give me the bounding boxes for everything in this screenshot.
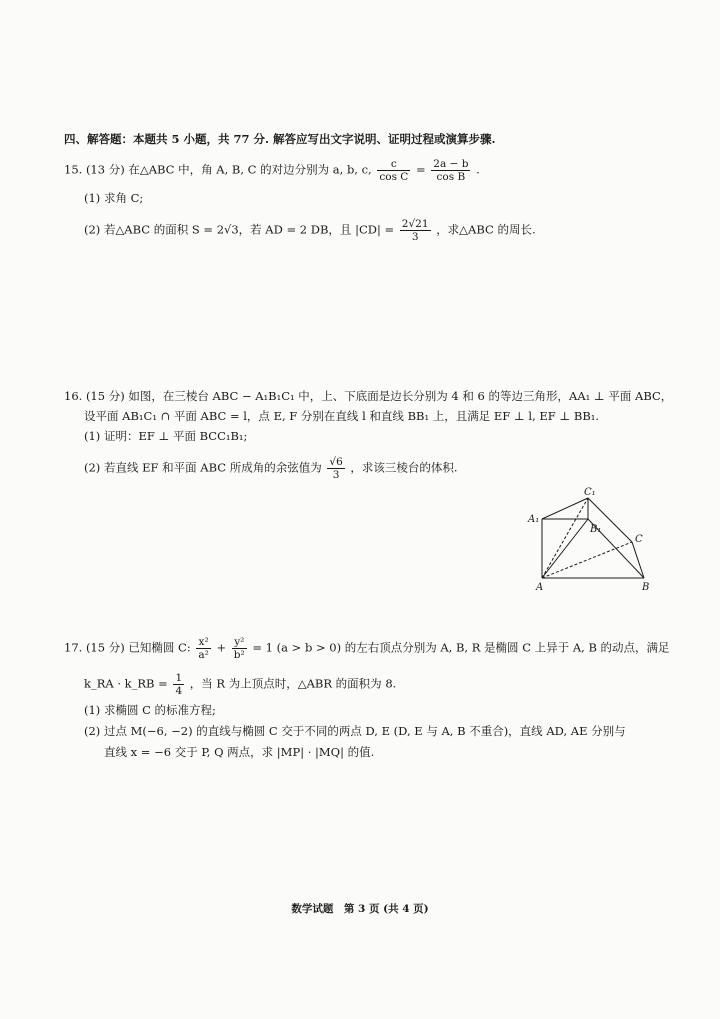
edge-BC — [632, 542, 644, 578]
q17-stem-rest: = 1 (a > b > 0) 的左右顶点分别为 A, B, R 是椭圆 C 上异于 A, B 的动点，满足 — [252, 640, 670, 655]
frac-numerator: c — [377, 158, 410, 171]
edge-A1C1 — [542, 498, 588, 519]
q16-stem-line2: 设平面 AB₁C₁ ∩ 平面 ABC = l，点 E, F 分别在直线 l 和直线 BB₁ 上，且满足 EF ⊥ l, EF ⊥ BB₁. — [84, 409, 600, 423]
plus-sign: + — [216, 640, 227, 655]
q17-condition-end: ，当 R 为上顶点时，△ABR 的面积为 8. — [189, 676, 397, 691]
label-A: A — [536, 582, 544, 593]
q16-fraction-sqrt6-over-3 — [327, 456, 344, 481]
frac-numerator: 2a − b — [433, 158, 469, 170]
frac-denominator: 3 — [411, 231, 419, 243]
q17-part2-line2: 直线 x = −6 交于 P, Q 两点，求 |MP| · |MQ| 的值. — [104, 745, 375, 759]
frac-numerator: x² — [196, 636, 210, 649]
q16-part2 — [84, 456, 458, 481]
label-C1: C₁ — [584, 487, 596, 498]
q17-fraction-1-over-4 — [173, 672, 184, 697]
frac-denominator: 3 — [332, 469, 340, 481]
q15-stem — [64, 158, 480, 183]
page-footer: 数学试题 第 3 页 (共 4 页) — [291, 903, 429, 915]
frac-numerator: √6 — [329, 456, 343, 468]
q15-fraction-c-over-cosC — [377, 158, 410, 183]
q16-part2-end: ，求该三棱台的体积. — [350, 460, 458, 475]
q17-fraction-x2-over-a2 — [196, 636, 210, 661]
frustum-figure — [526, 484, 656, 594]
q15-part2 — [84, 218, 536, 243]
frac-denominator: 4 — [175, 685, 183, 697]
q17-fraction-y2-over-b2 — [232, 636, 247, 661]
frac-numerator: 1 — [175, 672, 183, 684]
q16-part2-text: (2) 若直线 EF 和平面 ABC 所成角的余弦值为 — [84, 460, 322, 475]
frac-denominator: b² — [233, 649, 245, 661]
q17-stem-text: 17. (15 分) 已知椭圆 C: — [64, 640, 191, 655]
edge-CC1 — [588, 498, 632, 542]
q17-slope-condition — [84, 672, 396, 697]
q17-part1: (1) 求椭圆 C 的标准方程; — [84, 703, 216, 717]
section-header: 四、解答题：本题共 5 小题，共 77 分. 解答应写出文字说明、证明过程或演算步骤. — [64, 132, 496, 146]
label-B1: B₁ — [590, 524, 602, 535]
q16-part1: (1) 证明：EF ⊥ 平面 BCC₁B₁; — [84, 429, 248, 443]
q17-part2-line1: (2) 过点 M(−6, −2) 的直线与椭圆 C 交于不同的两点 D, E (D, E 与 A, B 不重合)，直线 AD, AE 分别与 — [84, 724, 626, 738]
q15-fraction-2a-b-over-cosB — [431, 158, 470, 183]
edge-AC1-hidden — [542, 498, 588, 578]
frac-denominator: a² — [198, 649, 209, 661]
q17-stem — [64, 636, 670, 661]
slope-product: k_RA · k_RB = — [84, 676, 168, 691]
q15-part1: (1) 求角 C; — [84, 191, 144, 205]
q16-stem-line1: 16. (15 分) 如图，在三棱台 ABC − A₁B₁C₁ 中，上、下底面是边长分别为 4 和 6 的等边三角形，AA₁ ⊥ 平面 ABC， — [64, 389, 673, 403]
frac-denominator: cos B — [436, 171, 466, 183]
label-A1: A₁ — [528, 514, 540, 525]
frac-denominator: cos C — [379, 171, 409, 183]
q15-stem-text: 15. (13 分) 在△ABC 中，角 A, B, C 的对边分别为 a, b, c, — [64, 162, 372, 177]
label-C: C — [635, 534, 643, 545]
q15-part2-end: ，求△ABC 的周长. — [436, 222, 536, 237]
label-B: B — [642, 582, 650, 593]
frac-numerator: 2√21 — [401, 218, 429, 230]
q15-fraction-2sqrt21-over-3 — [400, 218, 431, 243]
frac-numerator: y² — [232, 636, 247, 649]
q15-stem-end: . — [476, 162, 480, 177]
q15-part2-text: (2) 若△ABC 的面积 S = 2√3，若 AD = 2 DB，且 |CD| = — [84, 222, 395, 237]
edge-AB1 — [542, 519, 588, 578]
equals-sign: = — [416, 162, 426, 177]
